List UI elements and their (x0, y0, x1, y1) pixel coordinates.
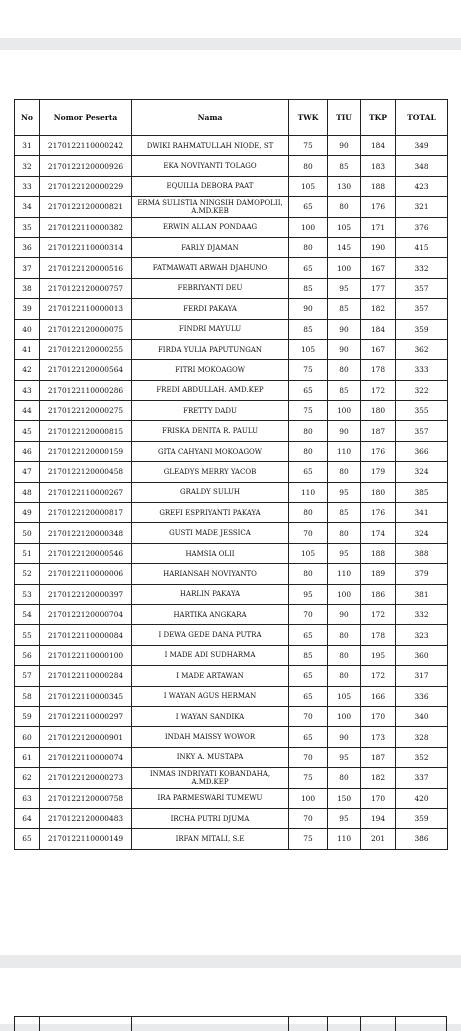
cell-total: 322 (396, 380, 448, 400)
cell-nomor-peserta: 2170122110000013 (40, 299, 132, 319)
cell-total: 366 (396, 441, 448, 461)
cell-nomor-peserta: 2170122110000382 (40, 217, 132, 237)
cell-twk: 80 (289, 441, 328, 461)
cell-tkp: 184 (361, 319, 396, 339)
cell-nomor-peserta: 2170122110000100 (40, 645, 132, 665)
table-row (15, 339, 448, 359)
cell-tiu: 80 (328, 197, 361, 217)
cell-tkp: 177 (361, 278, 396, 298)
cell-no: 52 (15, 564, 40, 584)
cell-total: 355 (396, 401, 448, 421)
cell-tkp: 176 (361, 441, 396, 461)
cell-total: 376 (396, 217, 448, 237)
header-no: No (15, 100, 40, 136)
cell-no: 42 (15, 360, 40, 380)
cell-total: 321 (396, 197, 448, 217)
cell-total: 352 (396, 747, 448, 767)
cell-tiu: 95 (328, 482, 361, 502)
table-row (15, 625, 448, 645)
cell-tiu: 80 (328, 360, 361, 380)
cell-nomor-peserta: 2170122110000297 (40, 706, 132, 726)
cell-tkp: 178 (361, 360, 396, 380)
cell-tiu: 80 (328, 462, 361, 482)
table-row (15, 217, 448, 237)
cell-nomor-peserta: 2170122110000074 (40, 747, 132, 767)
cell-no: 55 (15, 625, 40, 645)
cell-nomor-peserta: 2170122120000273 (40, 768, 132, 788)
cell-nomor-peserta: 2170122120000159 (40, 441, 132, 461)
cell-twk: 70 (289, 747, 328, 767)
cell-total: 362 (396, 339, 448, 359)
table-row (15, 706, 448, 726)
cell-total: 359 (396, 808, 448, 828)
cell-tkp: 171 (361, 217, 396, 237)
cell-twk: 75 (289, 401, 328, 421)
cell-nomor-peserta: 2170122120000817 (40, 503, 132, 523)
cell-tkp: 172 (361, 604, 396, 624)
cell-no: 62 (15, 768, 40, 788)
cell-no: 36 (15, 237, 40, 257)
cell-tiu: 95 (328, 543, 361, 563)
table-row (15, 380, 448, 400)
cell-tkp: 188 (361, 543, 396, 563)
cell-tkp: 167 (361, 339, 396, 359)
cell-twk: 105 (289, 176, 328, 196)
cell-twk: 105 (289, 339, 328, 359)
cell-nomor-peserta: 2170122110000286 (40, 380, 132, 400)
cell-tiu: 110 (328, 564, 361, 584)
cell-nama: FARLY DJAMAN (132, 237, 289, 257)
cell-twk: 95 (289, 584, 328, 604)
cell-nomor-peserta: 2170122120000815 (40, 421, 132, 441)
cell-nama: ERMA SULISTIA NINGSIH DAMOPOLII, A.MD.KEB (132, 197, 289, 217)
cell-nomor-peserta: 2170122120000516 (40, 258, 132, 278)
cell-no: 57 (15, 666, 40, 686)
cell-tiu: 100 (328, 706, 361, 726)
cell-tiu: 80 (328, 645, 361, 665)
cell-twk: 75 (289, 136, 328, 156)
cell-tiu: 85 (328, 380, 361, 400)
cell-nama: I MADE ADI SUDHARMA (132, 645, 289, 665)
header-total: TOTAL (396, 100, 448, 136)
cell-twk: 70 (289, 706, 328, 726)
cell-nomor-peserta: 2170122120000901 (40, 727, 132, 747)
table-row (15, 768, 448, 788)
cell-nomor-peserta: 2170122120000564 (40, 360, 132, 380)
cell-twk: 105 (289, 543, 328, 563)
table-header-row (15, 100, 448, 136)
cell-no: 46 (15, 441, 40, 461)
cell-tkp: 187 (361, 421, 396, 441)
cell-twk: 65 (289, 625, 328, 645)
cell-total: 386 (396, 829, 448, 849)
cell-tkp: 189 (361, 564, 396, 584)
cell-nomor-peserta: 2170122120000704 (40, 604, 132, 624)
table-row (15, 808, 448, 828)
cell-nama: I MADE ARTAWAN (132, 666, 289, 686)
cell-twk: 100 (289, 788, 328, 808)
cell-twk: 85 (289, 645, 328, 665)
cell-total: 360 (396, 645, 448, 665)
cell-no: 39 (15, 299, 40, 319)
cell-no: 59 (15, 706, 40, 726)
table-row (15, 604, 448, 624)
table-row (15, 503, 448, 523)
cell-total: 349 (396, 136, 448, 156)
cell-twk: 65 (289, 197, 328, 217)
cell-total: 340 (396, 706, 448, 726)
table-row (15, 584, 448, 604)
table-row (15, 788, 448, 808)
previous-page-fragment (0, 0, 461, 38)
cell-tkp: 172 (361, 380, 396, 400)
cell-no: 35 (15, 217, 40, 237)
cell-no: 43 (15, 380, 40, 400)
cell-nomor-peserta: 2170122120000075 (40, 319, 132, 339)
cell-nama: IRFAN MITALI, S.E (132, 829, 289, 849)
cell-no: 53 (15, 584, 40, 604)
cell-nama: HAMSIA OLII (132, 543, 289, 563)
table-row (15, 482, 448, 502)
cell-total: 324 (396, 462, 448, 482)
cell-tiu: 90 (328, 339, 361, 359)
cell-nama: GITA CAHYANI MOKOAGOW (132, 441, 289, 461)
cell-no: 48 (15, 482, 40, 502)
cell-tiu: 130 (328, 176, 361, 196)
cell-twk: 65 (289, 258, 328, 278)
table-row (15, 564, 448, 584)
cell-total: 337 (396, 768, 448, 788)
cell-no: 47 (15, 462, 40, 482)
cell-no: 65 (15, 829, 40, 849)
cell-nama: HARLIN PAKAYA (132, 584, 289, 604)
table-row (15, 686, 448, 706)
cell-nomor-peserta: 2170122120000397 (40, 584, 132, 604)
cell-nama: HARTIKA ANGKARA (132, 604, 289, 624)
cell-total: 357 (396, 299, 448, 319)
cell-nama: I DEWA GEDE DANA PUTRA (132, 625, 289, 645)
cell-nomor-peserta: 2170122120000483 (40, 808, 132, 828)
cell-no: 45 (15, 421, 40, 441)
cell-twk: 75 (289, 829, 328, 849)
cell-tkp: 190 (361, 237, 396, 257)
cell-total: 332 (396, 604, 448, 624)
cell-no: 50 (15, 523, 40, 543)
cell-nama: INDAH MAISSY WOWOR (132, 727, 289, 747)
cell-nama: INMAS INDRIYATI KOBANDAHA, A.MD.KEP (132, 768, 289, 788)
cell-total: 420 (396, 788, 448, 808)
next-page-fragment (0, 968, 461, 1024)
cell-tkp: 182 (361, 768, 396, 788)
cell-twk: 70 (289, 523, 328, 543)
cell-nomor-peserta: 2170122120000821 (40, 197, 132, 217)
cell-nama: FRETTY DADU (132, 401, 289, 421)
cell-twk: 85 (289, 319, 328, 339)
cell-nomor-peserta: 2170122120000546 (40, 543, 132, 563)
table-row (15, 441, 448, 461)
cell-tiu: 80 (328, 768, 361, 788)
cell-nama: INKY A. MUSTAPA (132, 747, 289, 767)
header-nama: Nama (132, 100, 289, 136)
cell-nama: FERDI PAKAYA (132, 299, 289, 319)
table-row (15, 829, 448, 849)
cell-tiu: 110 (328, 441, 361, 461)
cell-twk: 80 (289, 237, 328, 257)
table-row (15, 543, 448, 563)
cell-tiu: 85 (328, 156, 361, 176)
cell-twk: 65 (289, 380, 328, 400)
cell-twk: 110 (289, 482, 328, 502)
cell-nama: IRA PARMESWARI TUMEWU (132, 788, 289, 808)
cell-total: 336 (396, 686, 448, 706)
table-row (15, 666, 448, 686)
cell-tkp: 180 (361, 401, 396, 421)
cell-twk: 85 (289, 278, 328, 298)
cell-tkp: 176 (361, 197, 396, 217)
cell-twk: 65 (289, 686, 328, 706)
cell-no: 61 (15, 747, 40, 767)
cell-tkp: 187 (361, 747, 396, 767)
cell-total: 357 (396, 421, 448, 441)
table-row (15, 645, 448, 665)
cell-tkp: 174 (361, 523, 396, 543)
document-page (0, 50, 461, 955)
cell-twk: 100 (289, 217, 328, 237)
table-row (15, 401, 448, 421)
cell-tkp: 178 (361, 625, 396, 645)
cell-nama: EQUILIA DEBORA PAAT (132, 176, 289, 196)
table-row (15, 523, 448, 543)
cell-tiu: 90 (328, 319, 361, 339)
cell-twk: 70 (289, 808, 328, 828)
cell-tiu: 105 (328, 217, 361, 237)
cell-nomor-peserta: 2170122120000458 (40, 462, 132, 482)
cell-tkp: 180 (361, 482, 396, 502)
cell-tkp: 195 (361, 645, 396, 665)
cell-nomor-peserta: 2170122120000255 (40, 339, 132, 359)
cell-no: 38 (15, 278, 40, 298)
cell-nama: FATMAWATI ARWAH DJAHUNO (132, 258, 289, 278)
cell-nomor-peserta: 2170122110000242 (40, 136, 132, 156)
cell-total: 323 (396, 625, 448, 645)
cell-tiu: 105 (328, 686, 361, 706)
cell-nama: FRISKA DENITA R. PAULU (132, 421, 289, 441)
cell-tkp: 173 (361, 727, 396, 747)
cell-twk: 80 (289, 421, 328, 441)
cell-nomor-peserta: 2170122120000348 (40, 523, 132, 543)
cell-tkp: 194 (361, 808, 396, 828)
cell-twk: 65 (289, 727, 328, 747)
table-row (15, 176, 448, 196)
cell-twk: 80 (289, 503, 328, 523)
cell-tiu: 90 (328, 421, 361, 441)
cell-tiu: 80 (328, 666, 361, 686)
cell-tiu: 90 (328, 727, 361, 747)
cell-nama: FEBRIYANTI DEU (132, 278, 289, 298)
cell-twk: 80 (289, 156, 328, 176)
cell-no: 31 (15, 136, 40, 156)
table-row (15, 727, 448, 747)
cell-nomor-peserta: 2170122120000926 (40, 156, 132, 176)
cell-nama: EKA NOVIYANTI TOLAGO (132, 156, 289, 176)
cell-twk: 80 (289, 564, 328, 584)
cell-twk: 75 (289, 768, 328, 788)
table-row (15, 360, 448, 380)
cell-total: 379 (396, 564, 448, 584)
cell-twk: 65 (289, 666, 328, 686)
table-row (15, 237, 448, 257)
cell-no: 58 (15, 686, 40, 706)
cell-nomor-peserta: 2170122120000229 (40, 176, 132, 196)
cell-no: 56 (15, 645, 40, 665)
cell-tkp: 182 (361, 299, 396, 319)
cell-nomor-peserta: 2170122120000757 (40, 278, 132, 298)
cell-tiu: 80 (328, 523, 361, 543)
cell-tiu: 100 (328, 584, 361, 604)
table-row (15, 299, 448, 319)
cell-nama: FREDI ABDULLAH. AMD.KEP (132, 380, 289, 400)
table-row (15, 258, 448, 278)
cell-total: 317 (396, 666, 448, 686)
cell-tkp: 188 (361, 176, 396, 196)
cell-tkp: 166 (361, 686, 396, 706)
cell-tkp: 186 (361, 584, 396, 604)
table-row (15, 156, 448, 176)
cell-tkp: 167 (361, 258, 396, 278)
cell-tiu: 80 (328, 625, 361, 645)
cell-nama: GUSTI MADE JESSICA (132, 523, 289, 543)
cell-no: 34 (15, 197, 40, 217)
cell-nama: I WAYAN SANDIKA (132, 706, 289, 726)
cell-twk: 70 (289, 604, 328, 624)
cell-no: 54 (15, 604, 40, 624)
cell-total: 385 (396, 482, 448, 502)
cell-nama: DWIKI RAHMATULLAH NIODE, ST (132, 136, 289, 156)
header-tkp: TKP (361, 100, 396, 136)
cell-tkp: 183 (361, 156, 396, 176)
header-nomor-peserta: Nomor Peserta (40, 100, 132, 136)
cell-tkp: 184 (361, 136, 396, 156)
cell-tkp: 201 (361, 829, 396, 849)
cell-no: 33 (15, 176, 40, 196)
header-tiu: TIU (328, 100, 361, 136)
cell-no: 37 (15, 258, 40, 278)
cell-tkp: 176 (361, 503, 396, 523)
cell-no: 60 (15, 727, 40, 747)
cell-nomor-peserta: 2170122110000084 (40, 625, 132, 645)
cell-nomor-peserta: 2170122110000149 (40, 829, 132, 849)
cell-twk: 75 (289, 360, 328, 380)
cell-tiu: 100 (328, 258, 361, 278)
cell-total: 381 (396, 584, 448, 604)
cell-tiu: 110 (328, 829, 361, 849)
cell-nomor-peserta: 2170122110000006 (40, 564, 132, 584)
cell-nomor-peserta: 2170122120000758 (40, 788, 132, 808)
cell-total: 388 (396, 543, 448, 563)
cell-no: 64 (15, 808, 40, 828)
cell-nama: GREFI ESPRIYANTI PAKAYA (132, 503, 289, 523)
cell-nama: HARIANSAH NOVIYANTO (132, 564, 289, 584)
cell-nama: I WAYAN AGUS HERMAN (132, 686, 289, 706)
cell-tiu: 90 (328, 604, 361, 624)
cell-nomor-peserta: 2170122110000314 (40, 237, 132, 257)
cell-tiu: 95 (328, 278, 361, 298)
cell-no: 51 (15, 543, 40, 563)
cell-tiu: 100 (328, 401, 361, 421)
cell-total: 415 (396, 237, 448, 257)
cell-total: 332 (396, 258, 448, 278)
table-row (15, 421, 448, 441)
cell-tkp: 170 (361, 788, 396, 808)
cell-total: 341 (396, 503, 448, 523)
cell-tiu: 85 (328, 299, 361, 319)
cell-total: 333 (396, 360, 448, 380)
cell-no: 40 (15, 319, 40, 339)
cell-nama: GLEADYS MERRY YACOB (132, 462, 289, 482)
header-twk: TWK (289, 100, 328, 136)
cell-no: 32 (15, 156, 40, 176)
cell-tiu: 150 (328, 788, 361, 808)
cell-total: 328 (396, 727, 448, 747)
cell-tiu: 95 (328, 747, 361, 767)
table-row (15, 136, 448, 156)
cell-nomor-peserta: 2170122110000284 (40, 666, 132, 686)
cell-no: 49 (15, 503, 40, 523)
table-body (15, 136, 448, 850)
cell-tkp: 172 (361, 666, 396, 686)
cell-nama: ERWIN ALLAN PONDAAG (132, 217, 289, 237)
table-row (15, 319, 448, 339)
cell-no: 44 (15, 401, 40, 421)
cell-no: 41 (15, 339, 40, 359)
cell-nomor-peserta: 2170122120000275 (40, 401, 132, 421)
table-row (15, 462, 448, 482)
cell-tiu: 95 (328, 808, 361, 828)
cell-nama: IRCHA PUTRI DJUMA (132, 808, 289, 828)
cell-nama: FIRDA YULIA PAPUTUNGAN (132, 339, 289, 359)
cell-twk: 65 (289, 462, 328, 482)
cell-tiu: 145 (328, 237, 361, 257)
cell-nama: FINDRI MAYULU (132, 319, 289, 339)
cell-nomor-peserta: 2170122110000267 (40, 482, 132, 502)
cell-total: 423 (396, 176, 448, 196)
table-row (15, 278, 448, 298)
cell-total: 348 (396, 156, 448, 176)
cell-nama: FITRI MOKOAGOW (132, 360, 289, 380)
cell-total: 359 (396, 319, 448, 339)
cell-nama: GRALDY SULUH (132, 482, 289, 502)
results-table (14, 99, 448, 850)
cell-tiu: 85 (328, 503, 361, 523)
table-row (15, 747, 448, 767)
table-row (15, 197, 448, 217)
cell-twk: 90 (289, 299, 328, 319)
cell-tkp: 179 (361, 462, 396, 482)
cell-total: 324 (396, 523, 448, 543)
cell-tiu: 90 (328, 136, 361, 156)
cell-tkp: 170 (361, 706, 396, 726)
cell-nomor-peserta: 2170122110000345 (40, 686, 132, 706)
cell-no: 63 (15, 788, 40, 808)
cell-total: 357 (396, 278, 448, 298)
